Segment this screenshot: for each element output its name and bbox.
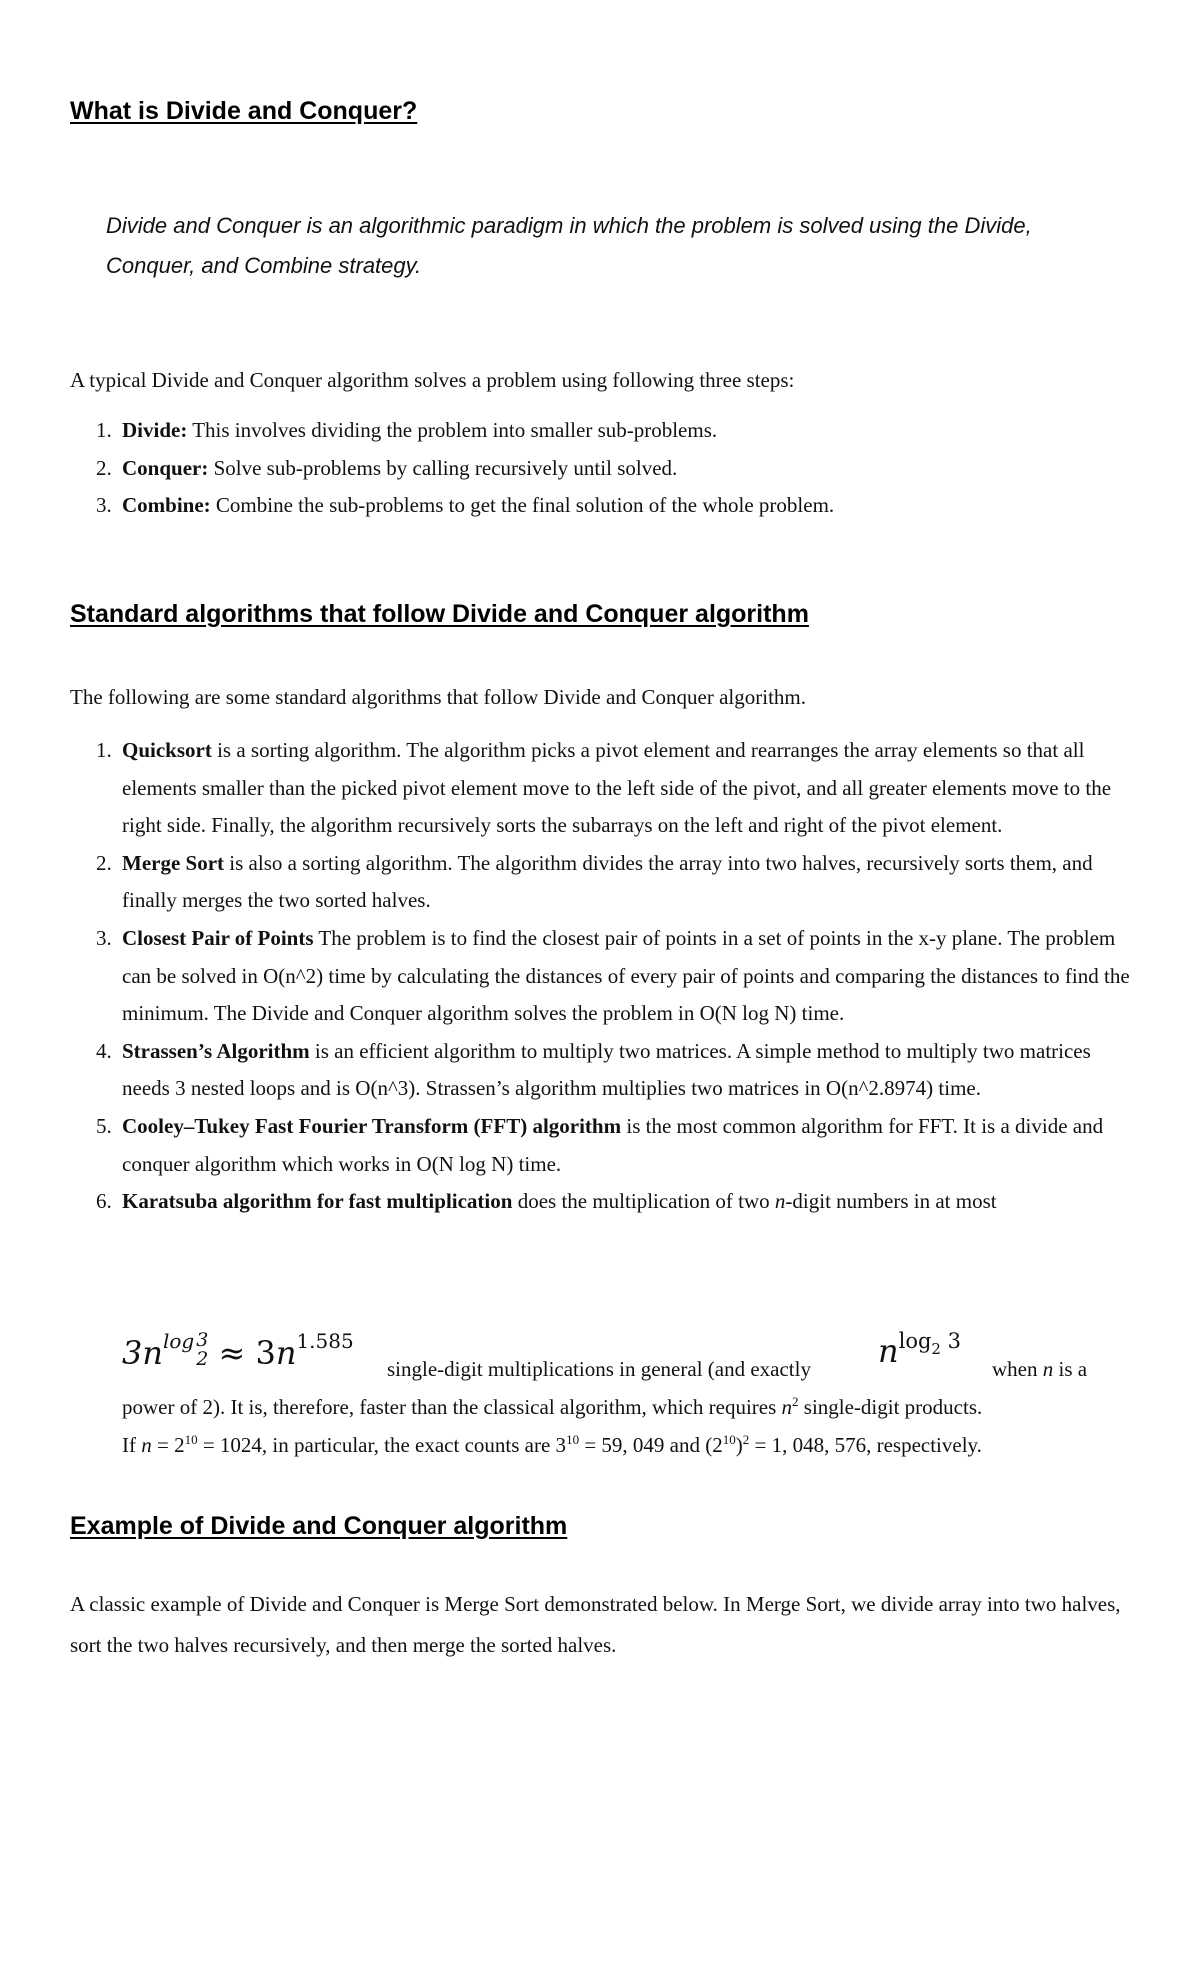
list-item-karatsuba: 6. Karatsuba algorithm for fast multiplication does the multiplication of two n-digit numbers in at most [96, 1189, 997, 1214]
definition-paragraph: Divide and Conquer is an algorithmic paradigm in which the problem is solved using the Divide, Conquer, and Combine strategy. [106, 213, 1032, 278]
karatsuba-line-3: power of 2). It is, therefore, faster than the classical algorithm, which requires $n^2$ single-digit products. [122, 1394, 983, 1419]
list-item: 4. Strassen’s Algorithm is an efficient algorithm to multiply two matrices. A simple method to multiply two matrices needs 3 nested loops and is O(n^3). Strassen’s algorithm multiplies two matrices in O(n^2.8974) time. [96, 1038, 1091, 1101]
steps-list [70, 412, 1140, 525]
example-paragraph: A classic example of Divide and Conquer is Merge Sort demonstrated below. In Merge Sort, we divide array into two halves, sort the two halves recursively, and then merge the sorted halves. [70, 1592, 1121, 1657]
section-heading-example: Example of Divide and Conquer algorithm [70, 1512, 568, 1540]
list-item: 5. Cooley–Tukey Fast Fourier Transform (FFT) algorithm is the most common algorithm for FFT. It is a divide and conquer algorithm which works in O(N log N) time. [96, 1113, 1104, 1176]
algorithms-list [70, 732, 1140, 1221]
karatsuba-line-4: If $n = 2^{10} = 1024$, in particular, the exact counts are $3^{10} = 59$, 049 and $(2^{10})^2 = 1$, 048, 576, respectively. [122, 1431, 982, 1457]
karatsuba-exact-formula: $n^{log2}$ $^3$ [878, 1329, 962, 1370]
list-item: 3. Closest Pair of Points The problem is to find the closest pair of points in a set of points in the x-y plane. The problem can be solved in O(n^2) time by calculating the distances of every pair of points and comparing the distances to find the minimum. The Divide and Conquer algorithm solves the problem in O(N log N) time. [96, 925, 1130, 1026]
algorithms-intro: The following are some standard algorithms that follow Divide and Conquer algorithm. [70, 685, 807, 709]
list-item: 1. Divide: This involves dividing the problem into smaller sub-problems. [96, 418, 718, 442]
list-item: 3. Combine: Combine the sub-problems to get the final solution of the whole problem. [96, 493, 835, 518]
list-item: 2. Conquer: Solve sub-problems by calling recursively until solved. [96, 455, 678, 480]
section-heading-standard-algorithms: Standard algorithms that follow Divide and Conquer algorithm [70, 600, 809, 628]
karatsuba-complexity-formula: $3n^{log}$ 3 2 ≈ $3n^{1.585}$ [122, 1328, 354, 1372]
list-item: 2. Merge Sort is also a sorting algorithm. The algorithm divides the array into two halves, recursively sorts them, and finally merges the two sorted halves. [96, 850, 1093, 913]
section-heading-what-is: What is Divide and Conquer? [70, 97, 418, 125]
steps-intro: A typical Divide and Conquer algorithm solves a problem using following three steps: [70, 368, 795, 392]
karatsuba-when-text: when n is a [992, 1357, 1088, 1381]
karatsuba-mid-text: single-digit multiplications in general (and exactly [387, 1357, 811, 1381]
karatsuba-continuation [70, 1327, 1140, 1464]
karatsuba-formula-line [70, 1327, 1140, 1389]
list-item: 1. Quicksort is a sorting algorithm. The algorithm picks a pivot element and rearranges the array elements so that all elements smaller than the picked pivot element move to the left side of the pivot, and all greater elements move to the right side. Finally, the algorithm recursively sorts the subarrays on the left and right of the pivot element. [96, 738, 1112, 838]
